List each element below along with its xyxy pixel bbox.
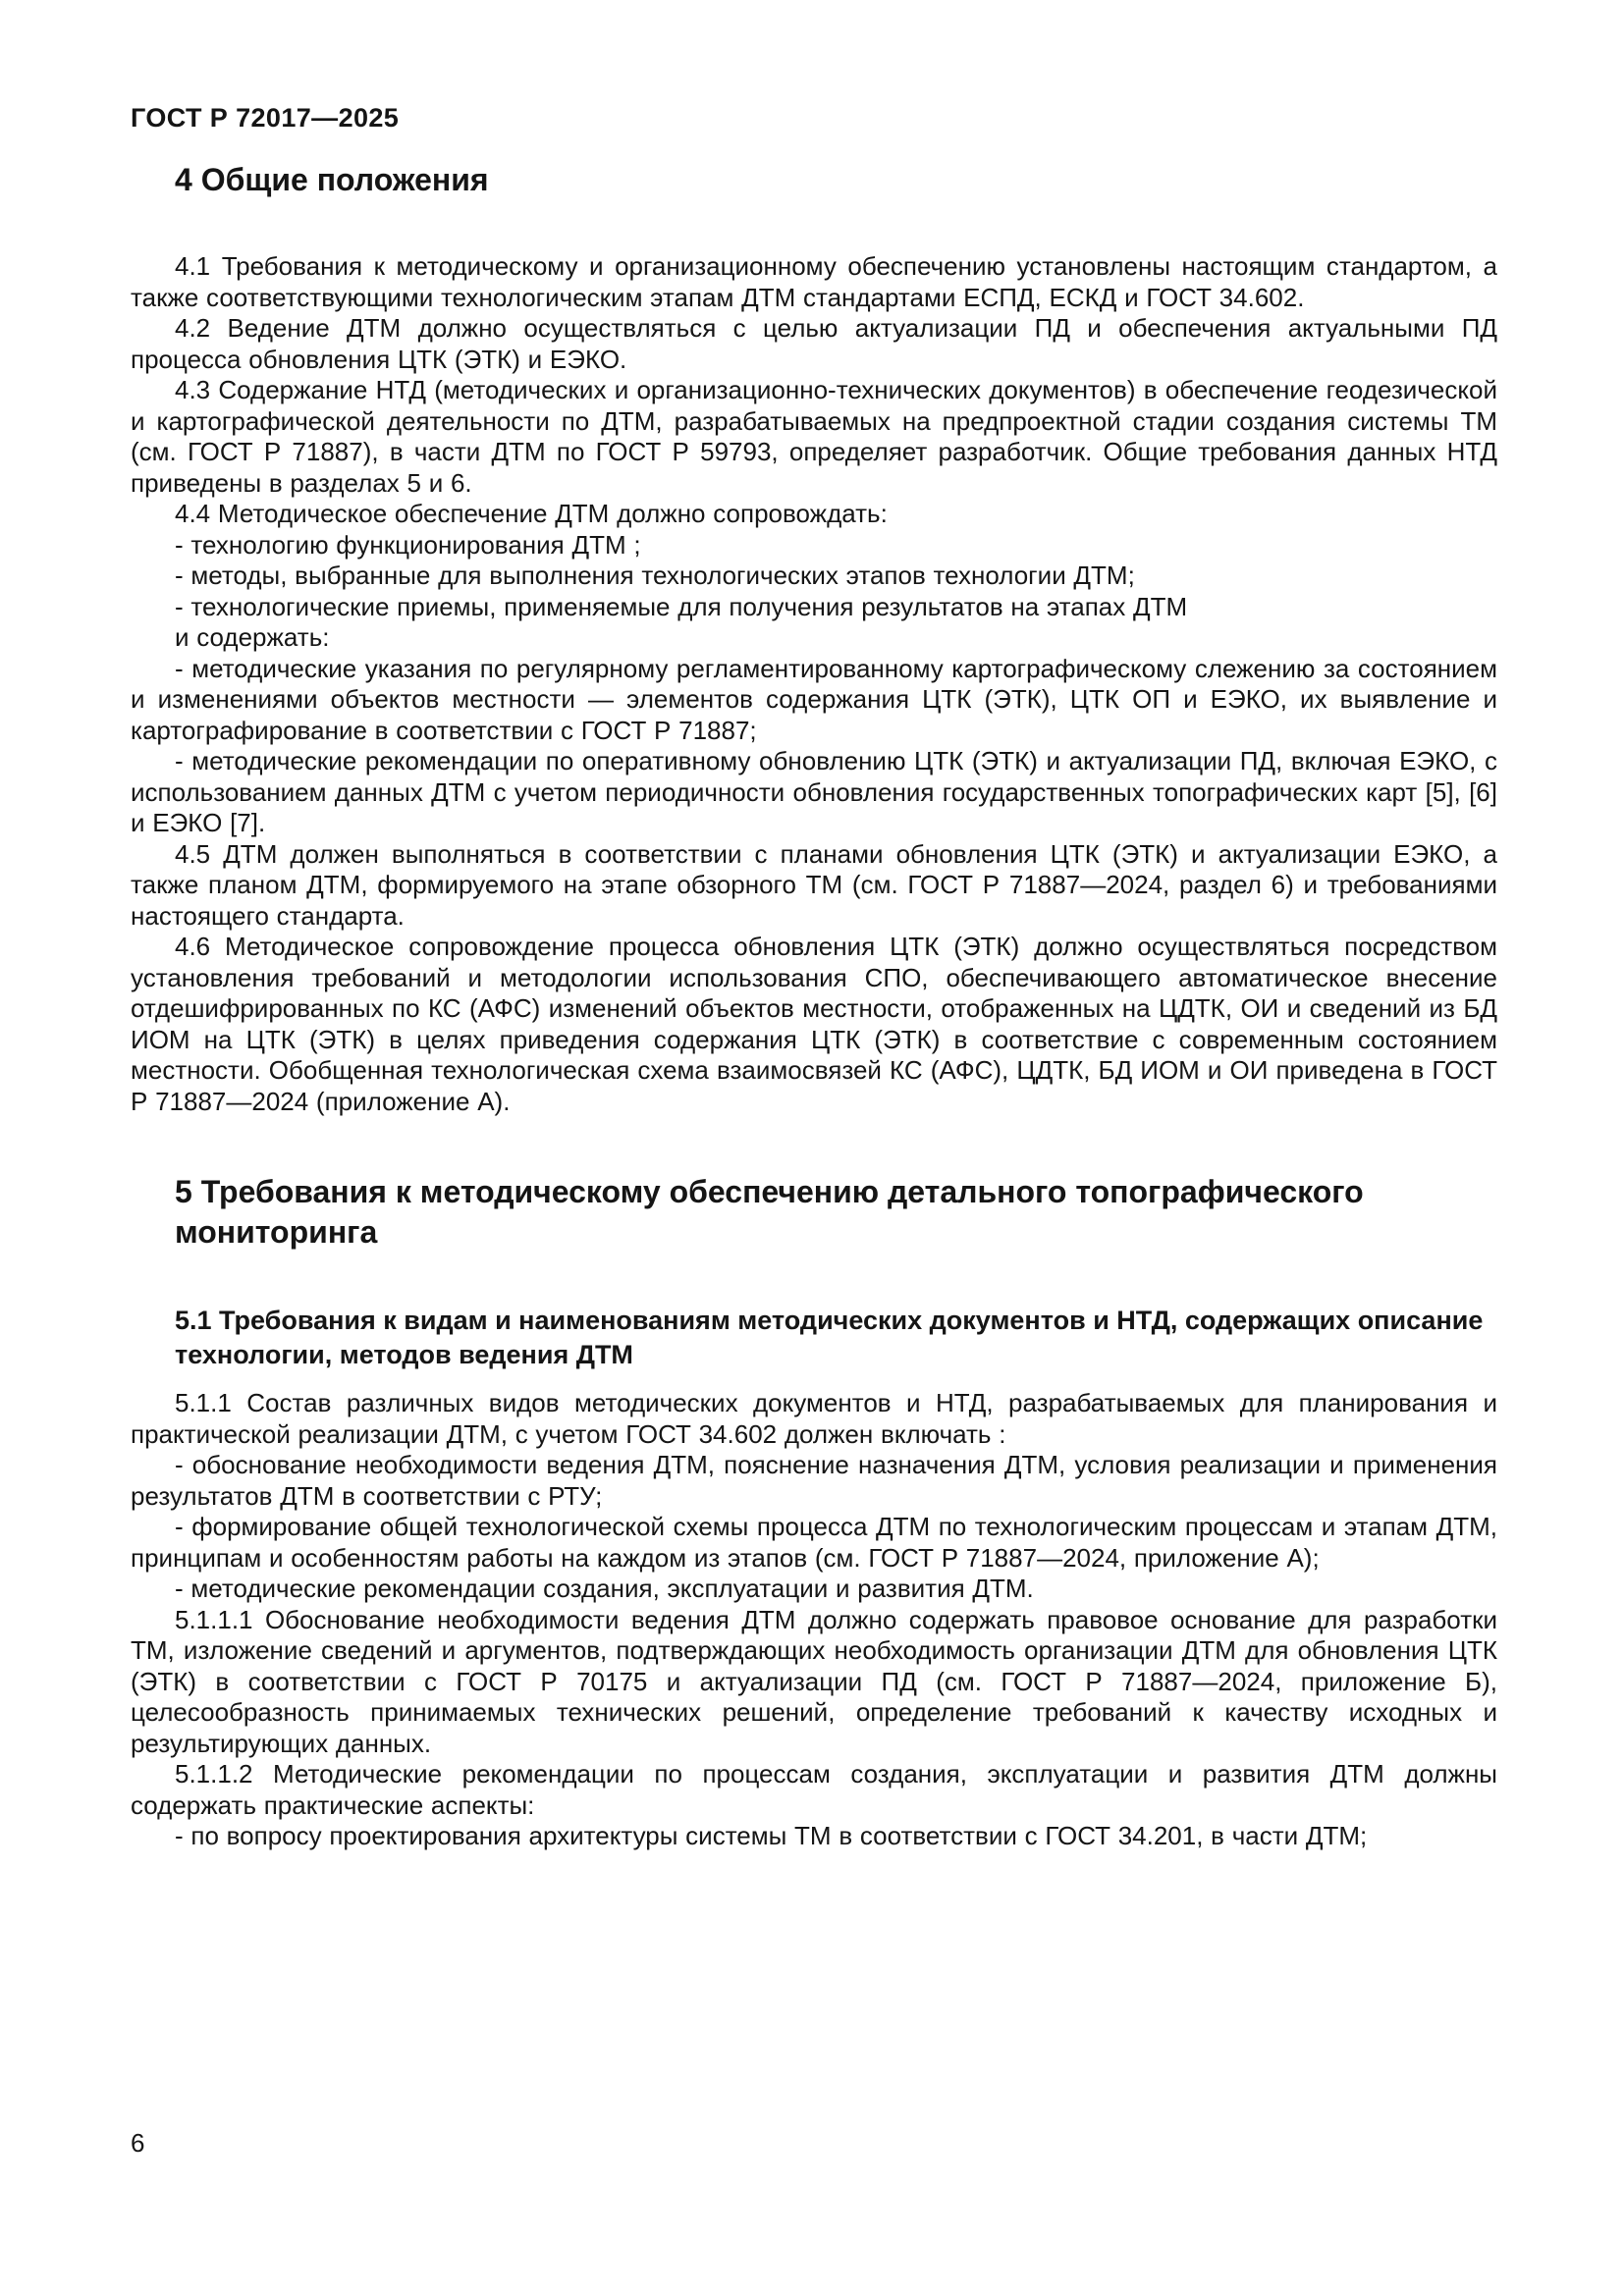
- section-heading: 4 Общие положения: [175, 162, 489, 197]
- page-footer: [131, 2128, 144, 2159]
- paragraph: 5.1.1.2 Методические рекомендации по процессам создания, эксплуатации и развития ДТМ должны содержать практические аспекты:: [131, 1759, 1497, 1820]
- list-item: - технологию функционирования ДТМ ;: [175, 529, 641, 560]
- subsection-heading: 5.1 Требования к видам и наименованиям методических документов и НТД, содержащих описание технологии, методов ведения ДТМ: [175, 1306, 1484, 1369]
- paragraph: 4.1 Требования к методическому и организационному обеспечению установлены настоящим стандартом, а также соответствующими технологическим этапам ДТМ стандартами ЕСПД, ЕСКД и ГОСТ 34.602.: [131, 251, 1497, 312]
- paragraph: 4.6 Методическое сопровождение процесса обновления ЦТК (ЭТК) должно осуществляться посредством установления требований и методологии использования СПО, обеспечивающего автоматическое внесение отдешифрированных по КС (АФС) изменений объектов местности, отображенных на ЦДТК, ОИ и сведений из БД ИОМ на ЦТК (ЭТК) в целях приведения содержания ЦТК (ЭТК) в соответствие с современным состоянием местности. Обобщенная технологическая схема взаимосвязей КС (АФС), ЦДТК, БД ИОМ и ОИ приведена в ГОСТ Р 71887—2024 (приложение А).: [131, 932, 1497, 1116]
- standard-designation: ГОСТ Р 72017—2025: [131, 103, 400, 133]
- paragraph: и содержать:: [175, 622, 330, 652]
- paragraph: 5.1.1.1 Обоснование необходимости ведения ДТМ должно содержать правовое основание для разработки ТМ, изложение сведений и аргументов, подтверждающих необходимость организации ДТМ для обновления ЦТК (ЭТК) в соответствии с ГОСТ Р 70175 и актуализации ПД (см. ГОСТ Р 71887—2024, приложение Б), целесообразность принимаемых технических решений, определение требований к качеству исходных и результирующих данных.: [131, 1604, 1497, 1758]
- page-number: 6: [131, 2128, 145, 2158]
- paragraph: 4.2 Ведение ДТМ должно осуществляться с целью актуализации ПД и обеспечения актуальными ПД процесса обновления ЦТК (ЭТК) и ЕЭКО.: [131, 313, 1497, 374]
- list-item: - методические рекомендации создания, эксплуатации и развития ДТМ.: [175, 1574, 1034, 1603]
- list-item: - технологические приемы, применяемые для получения результатов на этапах ДТМ: [175, 591, 1188, 621]
- paragraph: 5.1.1 Состав различных видов методических документов и НТД, разрабатываемых для планирования и практической реализации ДТМ, с учетом ГОСТ 34.602 должен включать :: [131, 1388, 1497, 1449]
- running-header: [131, 102, 1497, 134]
- list-item: - методы, выбранные для выполнения технологических этапов технологии ДТМ;: [175, 561, 1135, 590]
- list-item: - по вопросу проектирования архитектуры системы ТМ в соответствии с ГОСТ 34.201, в части ДТМ;: [175, 1821, 1368, 1850]
- section-heading: 5 Требования к методическому обеспечению детального топографического мониторинга: [175, 1174, 1364, 1250]
- list-item: - обоснование необходимости ведения ДТМ, пояснение назначения ДТМ, условия реализации и применения результатов ДТМ в соответствии с РТУ;: [131, 1450, 1497, 1511]
- paragraph: 4.5 ДТМ должен выполняться в соответствии с планами обновления ЦТК (ЭТК) и актуализации ЕЭКО, а также планом ДТМ, формируемого на этапе обзорного ТМ (см. ГОСТ Р 71887—2024, раздел 6) и требованиями настоящего стандарта.: [131, 838, 1497, 931]
- list-item: - методические указания по регулярному регламентированному картографическому слежению за состоянием и изменениями объектов местности — элементов содержания ЦТК (ЭТК), ЦТК ОП и ЕЭКО, их выявление и картографирование в соответствии с ГОСТ Р 71887;: [131, 653, 1497, 745]
- paragraph: 4.4 Методическое обеспечение ДТМ должно сопровождать:: [175, 499, 888, 528]
- document-content: [131, 160, 1497, 1852]
- paragraph: 4.3 Содержание НТД (методических и организационно-технических документов) в обеспечение геодезической и картографической деятельности по ДТМ, разрабатываемых на предпроектной стадии создания системы ТМ (см. ГОСТ Р 71887), в части ДТМ по ГОСТ Р 59793, определяет разработчик. Общие требования данных НТД приведены в разделах 5 и 6.: [131, 375, 1497, 498]
- list-item: - методические рекомендации по оперативному обновлению ЦТК (ЭТК) и актуализации ПД, включая ЕЭКО, с использованием данных ДТМ с учетом периодичности обновления государственных топографических карт [5], [6] и ЕЭКО [7].: [131, 746, 1497, 837]
- list-item: - формирование общей технологической схемы процесса ДТМ по технологическим процессам и этапам ДТМ, принципам и особенностям работы на каждом из этапов (см. ГОСТ Р 71887—2024, приложение А);: [131, 1512, 1497, 1573]
